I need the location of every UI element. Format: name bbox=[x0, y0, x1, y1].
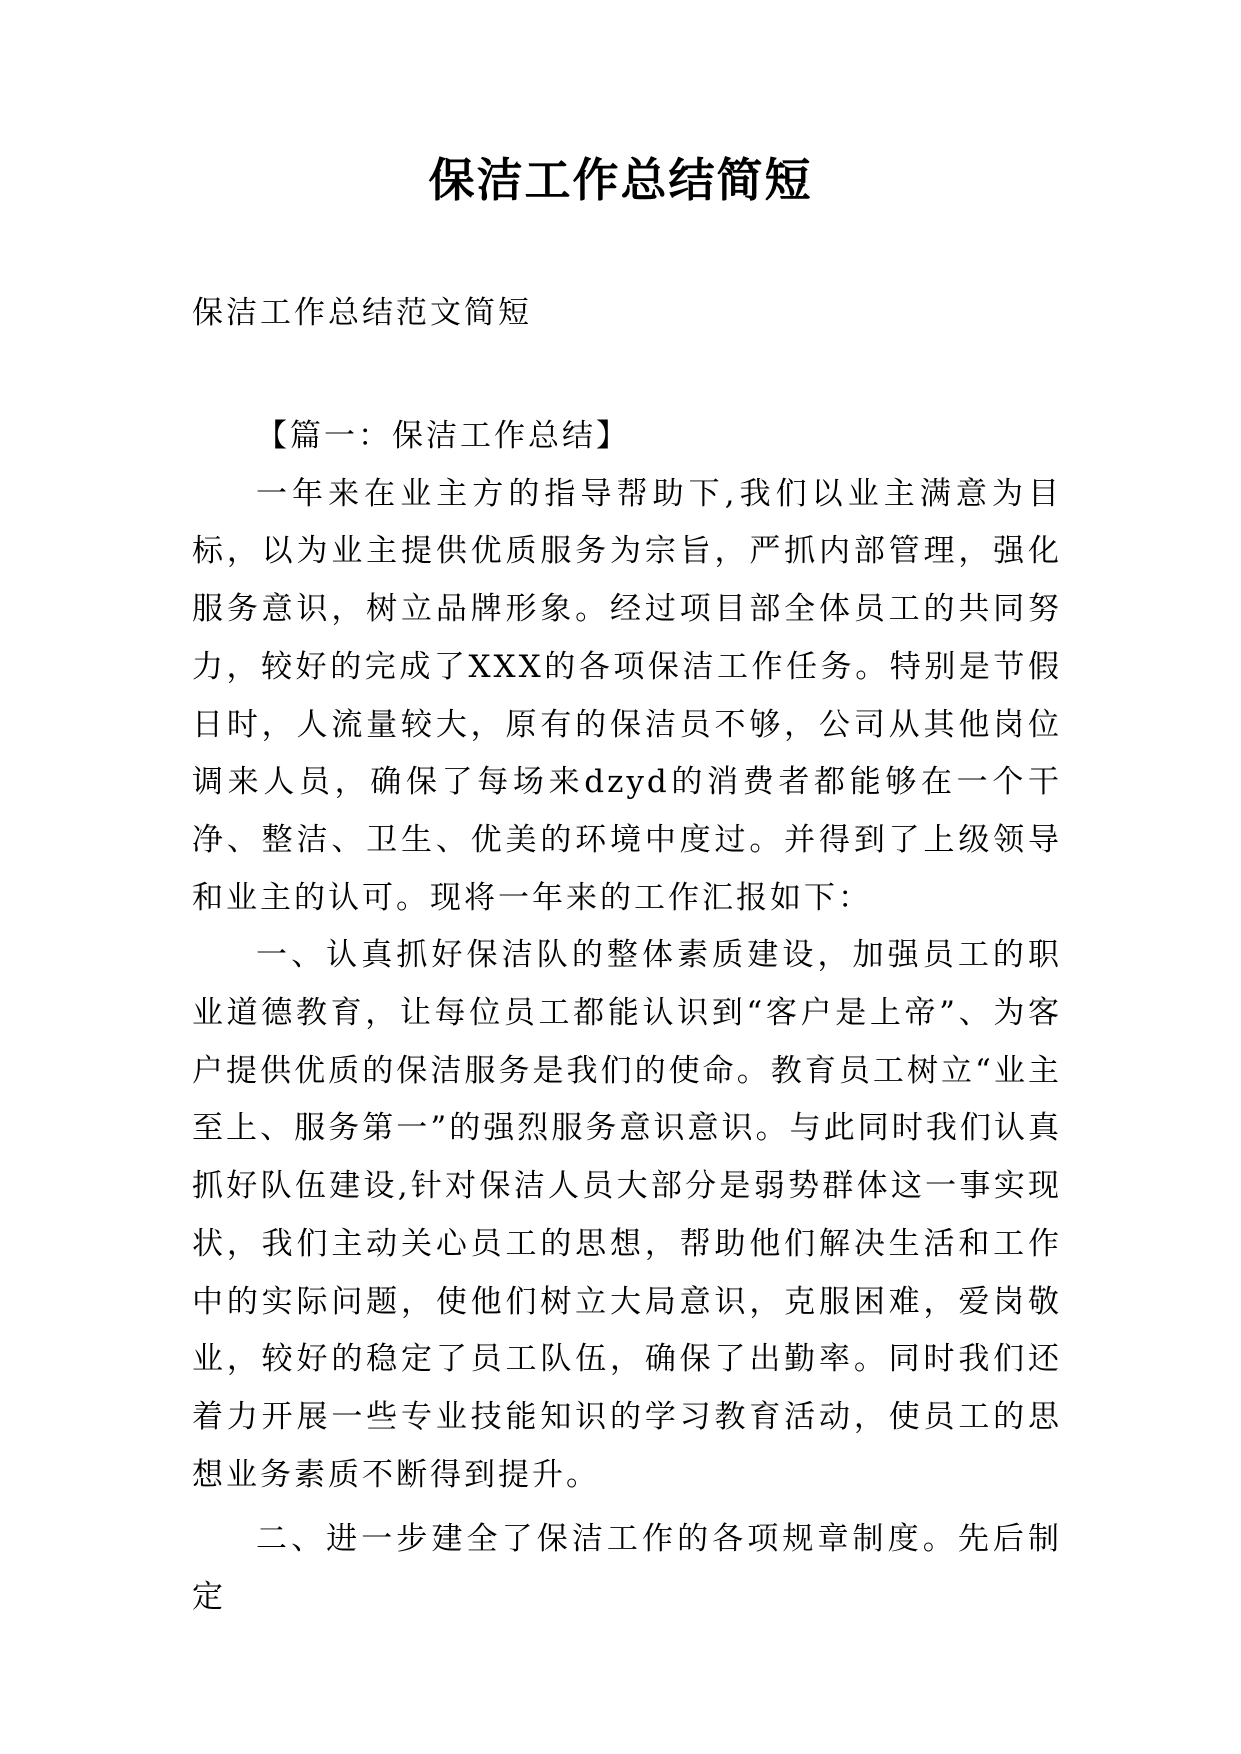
paragraph-intro: 一年来在业主方的指导帮助下,我们以业主满意为目标，以为业主提供优质服务为宗旨，严抓内部管理，强化服务意识，树立品牌形象。经过项目部全体员工的共同努力，较好的完成了XXX的各项保洁工作任务。特别是节假日时，人流量较大，原有的保洁员不够，公司从其他岗位调来人员，确保了每场来dzyd的消费者都能够在一个干净、整洁、卫生、优美的环境中度过。并得到了上级领导和业主的认可。现将一年来的工作汇报如下： bbox=[192, 475, 1062, 916]
paragraph-item-one: 一、认真抓好保洁队的整体素质建设，加强员工的职业道德教育，让每位员工都能认识到“客户是上帝”、为客户提供优质的保洁服务是我们的使命。教育员工树立“业主至上、服务第一”的强烈服务意识意识。与此同时我们认真抓好队伍建设,针对保洁人员大部分是弱势群体这一事实现状，我们主动关心员工的思想，帮助他们解决生活和工作中的实际问题，使他们树立大局意识，克服困难，爱岗敬业，较好的稳定了员工队伍，确保了出勤率。同时我们还着力开展一些专业技能知识的学习教育活动，使员工的思想业务素质不断得到提升。 bbox=[192, 937, 1062, 1493]
document-title: 保洁工作总结简短 bbox=[428, 153, 813, 207]
section-heading: 【篇一：保洁工作总结】 bbox=[256, 418, 630, 454]
paragraph-gap bbox=[192, 1504, 1062, 1511]
document-body bbox=[192, 408, 1062, 1627]
paragraph-item-two: 二、进一步建全了保洁工作的各项规章制度。先后制定 bbox=[192, 1521, 1062, 1616]
document-subtitle: 保洁工作总结范文简短 bbox=[192, 295, 532, 331]
